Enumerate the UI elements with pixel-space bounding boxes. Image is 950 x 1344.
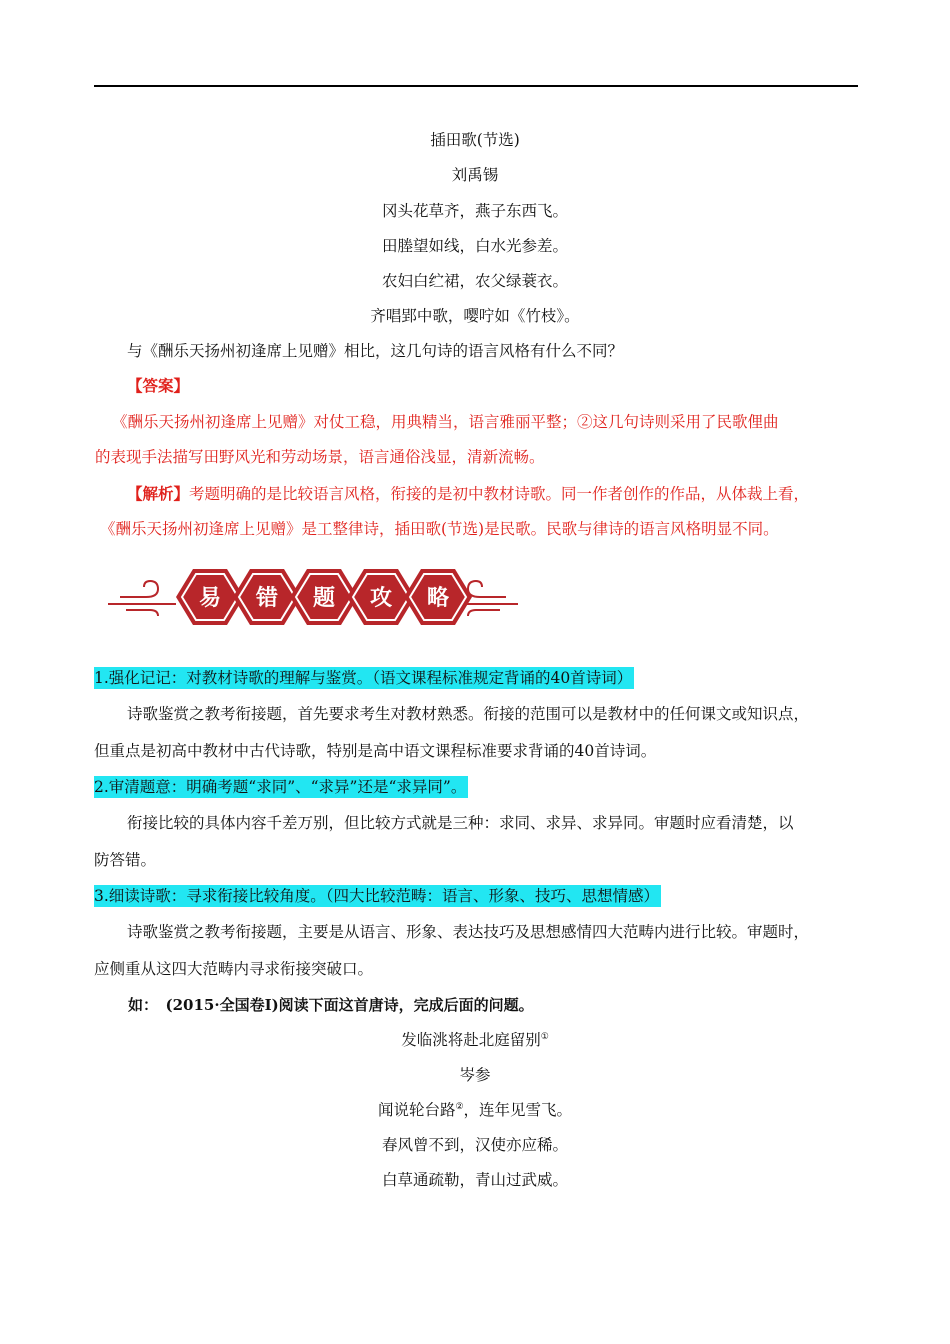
tip-heading-2: 2.审清题意：明确考题“求同”、“求异”还是“求异同”。 (94, 778, 467, 796)
tip-heading-3: 3.细读诗歌：寻求衔接比较角度。（四大比较范畴：语言、形象、技巧、思想情感） (94, 887, 660, 905)
poem2-line: 春风曾不到，汉使亦应稀。 (381, 1136, 568, 1154)
poem1-line: 齐唱郢中歌，嘤咛如《竹枝》。 (370, 307, 580, 325)
banner-char: 错 (255, 586, 279, 611)
tip-body: 应侧重从这四大范畴内寻求衔接突破口。 (94, 960, 374, 978)
tip-body: 诗歌鉴赏之教考衔接题，主要是从语言、形象、表达技巧及思想感情四大范畴内进行比较。审题时， (127, 923, 810, 941)
answer-label: 【答案】 (127, 376, 190, 395)
banner-left-ornament (108, 581, 176, 616)
tip-body: 但重点是初高中教材中古代诗歌，特别是高中语文课程标准要求背诵的40首诗词。 (94, 742, 657, 760)
poem2-line: 白草通疏勒，青山过武威。 (381, 1171, 568, 1189)
tip-body: 防答错。 (94, 851, 157, 869)
banner-char: 攻 (369, 586, 393, 611)
poem1-line: 冈头花草齐，燕子东西飞。 (381, 202, 568, 220)
example-intro: 如： (2015·全国卷Ⅰ)阅读下面这首唐诗，完成后面的问题。 (128, 996, 534, 1014)
tip-heading-1: 1.强化记记：对教材诗歌的理解与鉴赏。（语文课程标准规定背诵的40首诗词） (94, 669, 633, 687)
tip-body: 诗歌鉴赏之教考衔接题，首先要求考生对教材熟悉。衔接的范围可以是教材中的任何课文或知识点， (127, 705, 810, 723)
analysis-line (127, 484, 809, 504)
tip-body: 衔接比较的具体内容千差万别，但比较方式就是三种：求同、求异、求异同。审题时应看清楚，以 (127, 814, 794, 832)
banner-char: 易 (198, 586, 222, 611)
footnote-marker: ② (455, 1101, 464, 1112)
footnote-marker: ① (540, 1031, 549, 1042)
poem1-line: 农妇白纻裙，农父绿蓑衣。 (381, 272, 568, 290)
poem2-author: 岑参 (459, 1066, 491, 1084)
analysis-text: 考题明确的是比较语言风格，衔接的是初中教材诗歌。同一作者创作的作品，从体裁上看， (189, 485, 810, 503)
answer-text: 《酬乐天扬州初逢席上见赠》对仗工稳，用典精当，语言雅丽平整；②这几句诗则采用了民歌俚曲 (112, 413, 779, 431)
header-rule (94, 85, 858, 87)
poem1-line: 田塍望如线，白水光参差。 (381, 237, 568, 255)
banner-char: 题 (312, 586, 336, 611)
analysis-label: 【解析】 (127, 484, 190, 503)
question-text: 与《酬乐天扬州初逢席上见赠》相比，这几句诗的语言风格有什么不同？ (127, 342, 624, 360)
banner-char: 略 (426, 586, 450, 611)
poem1-title: 插田歌(节选) (430, 131, 520, 149)
poem2-line: 闻说轮台路②，连年见雪飞。 (377, 1101, 573, 1119)
poem1-author: 刘禹锡 (451, 166, 499, 184)
answer-text: 的表现手法描写田野风光和劳动场景，语言通俗浅显，清新流畅。 (95, 448, 545, 466)
analysis-text: 《酬乐天扬州初逢席上见赠》是工整律诗，插田歌(节选)是民歌。民歌与律诗的语言风格明显不同。 (100, 520, 779, 538)
section-banner (106, 566, 520, 628)
poem2-title: 发临洮将赴北庭留别① (401, 1031, 549, 1049)
